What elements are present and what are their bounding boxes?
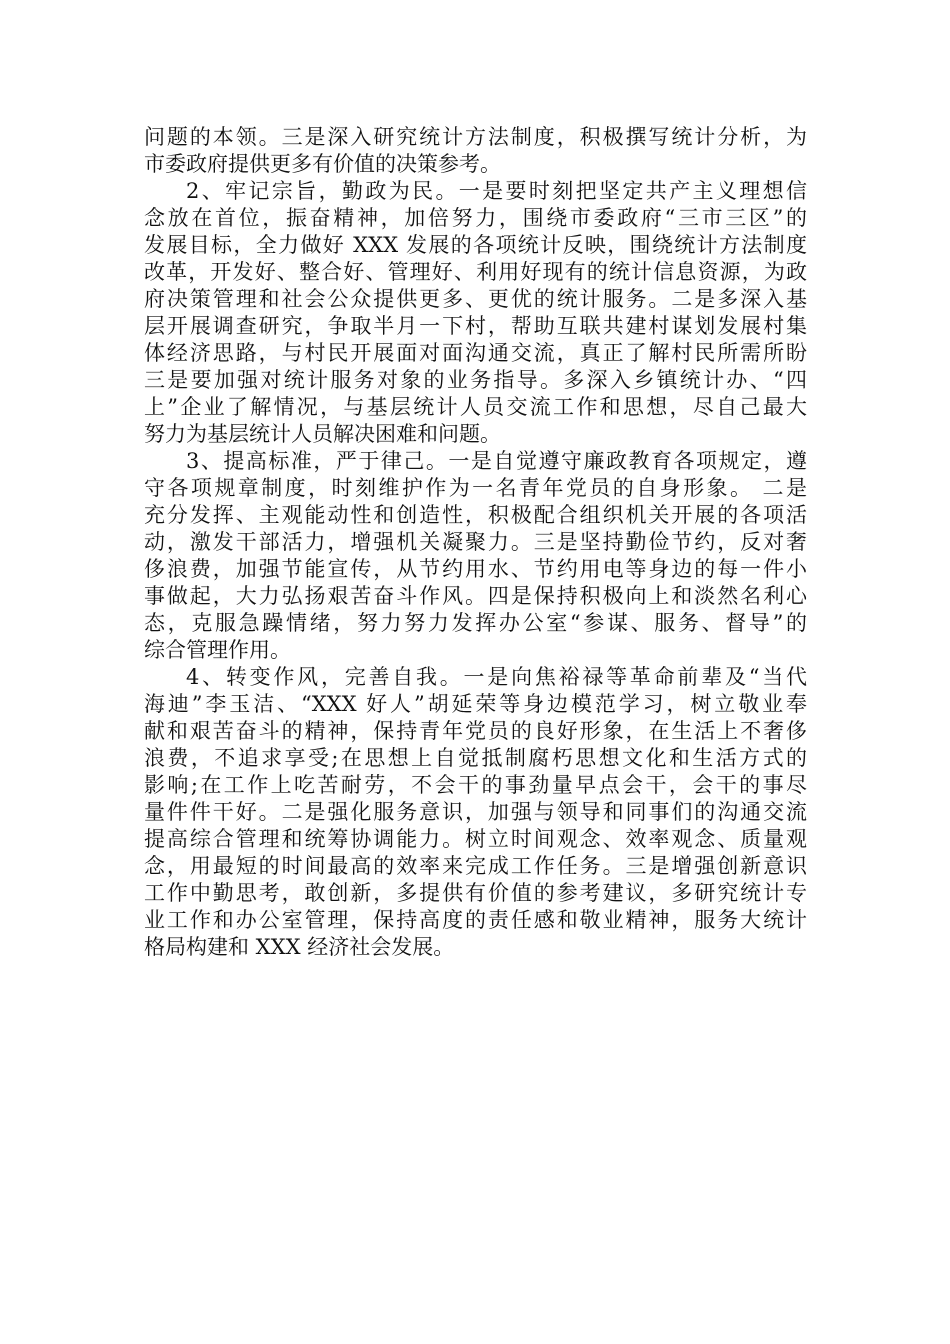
text-line: 献和艰苦奋斗的精神，保持青年党员的良好形象，在生活上不奢侈: [144, 719, 807, 743]
text-line: 体经济思路，与村民开展面对面沟通交流，真正了解村民所需所盼: [144, 341, 807, 365]
text-line: 综合管理作用。: [144, 638, 291, 662]
text-line: 市委政府提供更多有价值的决策参考。: [144, 152, 501, 176]
text-line: 念放在首位，振奋精神，加倍努力，围绕市委政府“三市三区”的: [144, 206, 807, 230]
text-line: 府决策管理和社会公众提供更多、更优的统计服务。二是多深入基: [144, 287, 807, 311]
text-line: 侈浪费，加强节能宣传，从节约用水、节约用电等身边的每一件小: [144, 557, 807, 581]
text-line: 提高综合管理和统筹协调能力。树立时间观念、效率观念、质量观: [144, 827, 807, 851]
text-line: 影响;在工作上吃苦耐劳，不会干的事劲量早点会干，会干的事尽: [144, 773, 807, 797]
text-line: 三是要加强对统计服务对象的业务指导。多深入乡镇统计办、“四: [144, 368, 807, 392]
text-line: 量件件干好。二是强化服务意识，加强与领导和同事们的沟通交流: [144, 800, 807, 824]
paragraph-first-line: 2、牢记宗旨，勤政为民。一是要时刻把坚定共产主义理想信: [186, 179, 807, 203]
text-line: 浪费，不追求享受;在思想上自觉抵制腐朽思想文化和生活方式的: [144, 746, 807, 770]
text-line: 工作中勤思考，敢创新，多提供有价值的参考建议，多研究统计专: [144, 881, 807, 905]
text-line: 态，克服急躁情绪，努力努力发挥办公室“参谋、服务、督导”的: [144, 611, 807, 635]
text-line: 改革，开发好、整合好、管理好、利用好现有的统计信息资源，为政: [144, 260, 807, 284]
text-line: 守各项规章制度，时刻维护作为一名青年党员的自身形象。 二是: [144, 476, 807, 500]
text-line: 上”企业了解情况，与基层统计人员交流工作和思想，尽自己最大: [144, 395, 807, 419]
text-line: 动，激发干部活力，增强机关凝聚力。三是坚持勤俭节约，反对奢: [144, 530, 807, 554]
document-body: [144, 124, 807, 961]
text-line: 层开展调查研究，争取半月一下村，帮助互联共建村谋划发展村集: [144, 314, 807, 338]
paragraph-first-line: 4、转变作风，完善自我。一是向焦裕禄等革命前辈及“当代: [186, 665, 807, 689]
text-line: 业工作和办公室管理，保持高度的责任感和敬业精神，服务大统计: [144, 908, 807, 932]
text-line: 发展目标，全力做好 XXX 发展的各项统计反映，围绕统计方法制度: [144, 233, 807, 257]
text-line: 念，用最短的时间最高的效率来完成工作任务。三是增强创新意识: [144, 854, 807, 878]
text-line: 格局构建和 XXX 经济社会发展。: [144, 935, 455, 959]
text-line: 问题的本领。三是深入研究统计方法制度，积极撰写统计分析，为: [144, 125, 807, 149]
text-line: 海迪”李玉洁、“XXX 好人”胡延荣等身边模范学习，树立敬业奉: [144, 692, 807, 716]
paragraph-first-line: 3、提高标准，严于律己。一是自觉遵守廉政教育各项规定，遵: [186, 449, 807, 473]
text-line: 事做起，大力弘扬艰苦奋斗作风。四是保持积极向上和淡然名利心: [144, 584, 807, 608]
text-line: 努力为基层统计人员解决困难和问题。: [144, 422, 501, 446]
text-line: 充分发挥、主观能动性和创造性，积极配合组织机关开展的各项活: [144, 503, 807, 527]
